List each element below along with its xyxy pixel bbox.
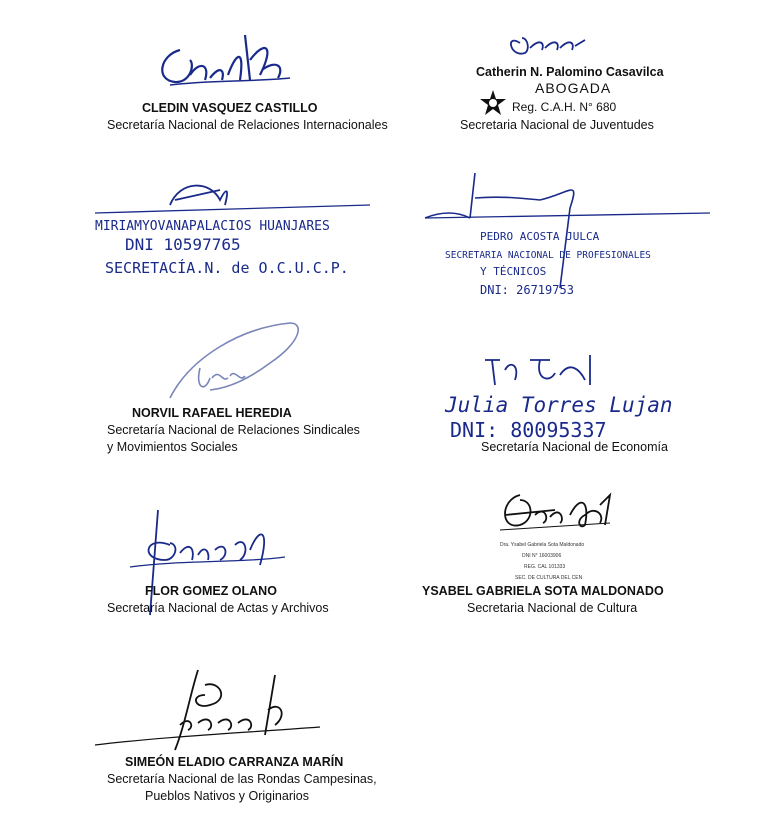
signature-simeon [90,665,330,760]
signatory-role-continued: Pueblos Nativos y Originarios [145,789,309,803]
signatory-role: Secretaría Nacional de Actas y Archivos [107,601,329,615]
signature-pedro [420,168,720,303]
signature-catherin [500,18,590,63]
handwritten-id: DNI: 26719753 [480,283,574,297]
signatory-role: Secretaría Nacional de Relaciones Internacionales [107,118,388,132]
signature-ysabel [495,485,625,540]
signature-norvil [150,318,310,418]
signature-flor [120,505,290,615]
signatory-role: Secretaría Nacional de Economía [481,440,668,454]
handwritten-id: DNI: 80095337 [450,418,607,442]
signatory-role: Secretaría Nacional de las Rondas Campesinas, [107,772,377,786]
signatory-name: CLEDIN VASQUEZ CASTILLO [142,101,318,115]
signatory-name: NORVIL RAFAEL HEREDIA [132,406,292,420]
stamp-name: Catherin N. Palomino Casavilca [476,65,664,79]
stamp-dni: DNI N° 16003906 [522,553,562,559]
handwritten-name: PEDRO ACOSTA JULCA [480,230,600,243]
signatory-name: YSABEL GABRIELA SOTA MALDONADO [422,584,664,598]
handwritten-role: SECRETACÍA.N. de O.C.U.C.P. [105,259,349,277]
handwritten-id: DNI 10597765 [125,235,241,254]
handwritten-role: SECRETARIA NACIONAL DE PROFESIONALES [445,250,651,261]
signatory-name: FLOR GOMEZ OLANO [145,584,277,598]
stamp-registration: REG. CAL 101333 [524,564,566,570]
stamp-title: ABOGADA [535,80,612,96]
signatory-role: Secretaria Nacional de Cultura [467,601,638,615]
signatory-role-continued: y Movimientos Sociales [107,440,238,454]
signatory-name: SIMEÓN ELADIO CARRANZA MARÍN [125,755,344,769]
handwritten-name: MIRIAMYOVANAPALACIOS HUANJARES [95,219,330,234]
handwritten-name: Julia Torres Lujan [445,393,673,417]
signature-miriam [90,175,380,285]
stamp-name: Dra. Ysabel Gabriela Sota Maldonado [500,542,585,548]
signatory-role: Secretaría Nacional de Relaciones Sindicales [107,423,360,437]
signatory-role: Secretaria Nacional de Juventudes [460,118,654,132]
signature-julia [440,345,690,445]
stamp-seal-icon [478,88,508,118]
stamp-office: SEC. DE CULTURA DEL CEN [515,575,583,581]
handwritten-role-2: Y TÉCNICOS [480,265,547,278]
signature-cledin [150,20,300,100]
stamp-registration: Reg. C.A.H. N° 680 [512,100,617,114]
